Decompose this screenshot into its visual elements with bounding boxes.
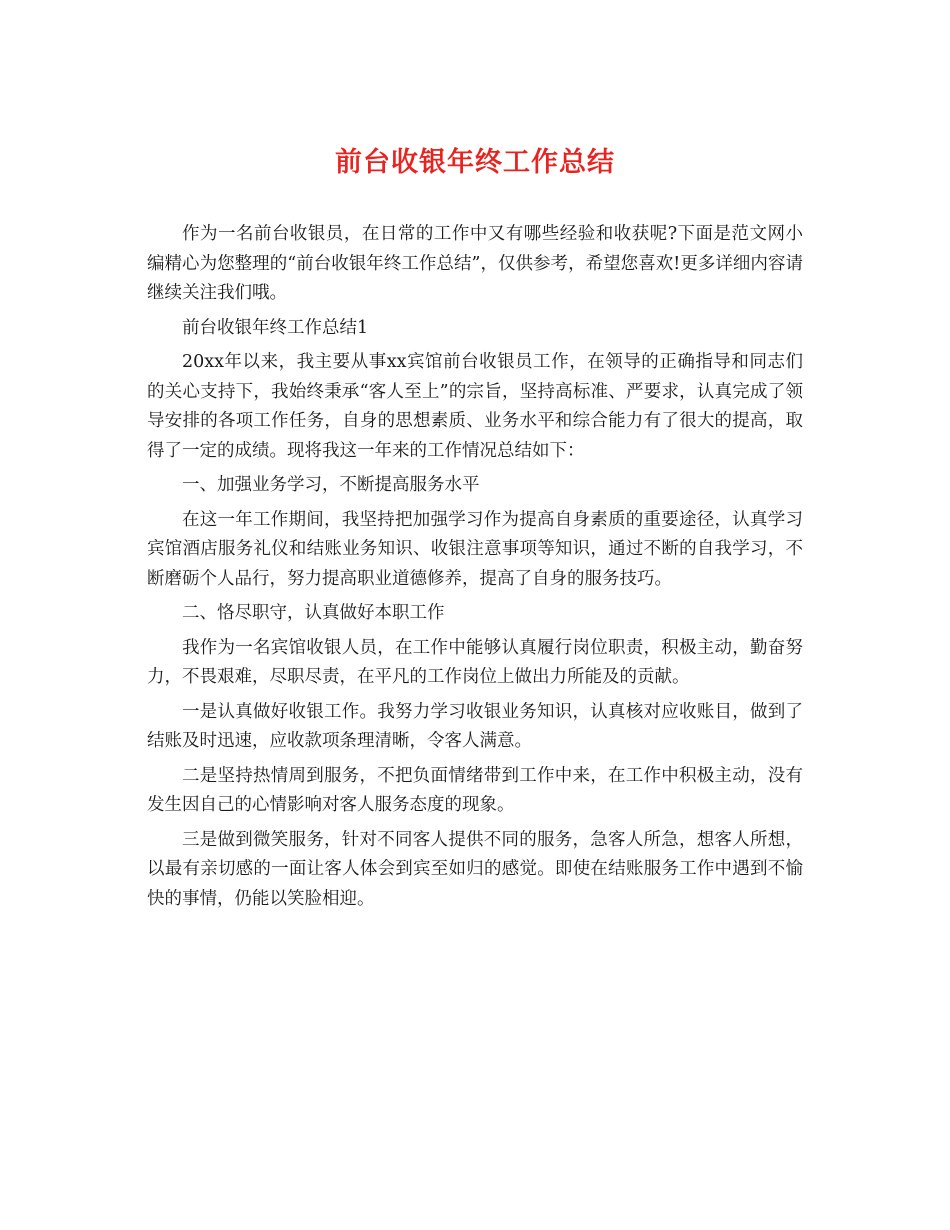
body-paragraph: 三是做到微笑服务，针对不同客人提供不同的服务，急客人所急，想客人所想，以最有亲切感的一面让客人体会到宾至如归的感觉。即使在结账服务工作中遇到不愉快的事情，仍能以笑脸相迎。 (147, 829, 803, 909)
document-body (147, 220, 803, 919)
section-heading-2: 二、恪尽职守，认真做好本职工作 (182, 603, 445, 623)
body-paragraph: 20xx年以来，我主要从事xx宾馆前台收银员工作，在领导的正确指导和同志们的关心支持下，我始终秉承“客人至上”的宗旨，坚持高标准、严要求，认真完成了领导安排的各项工作任务，自身的思想素质、业务水平和综合能力有了很大的提高，取得了一定的成绩。现将我这一年来的工作情况总结如下： (147, 352, 803, 461)
body-paragraph: 我作为一名宾馆收银人员，在工作中能够认真履行岗位职责，积极主动，勤奋努力，不畏艰难，尽职尽责，在平凡的工作岗位上做出力所能及的贡献。 (147, 637, 803, 687)
document-title: 前台收银年终工作总结 (335, 147, 615, 178)
body-paragraph: 在这一年工作期间，我坚持把加强学习作为提高自身素质的重要途径，认真学习宾馆酒店服务礼仪和结账业务知识、收银注意事项等知识，通过不断的自我学习，不断磨砺个人品行，努力提高职业道德修养，提高了自身的服务技巧。 (147, 509, 803, 589)
body-paragraph: 二是坚持热情周到服务，不把负面情绪带到工作中来，在工作中积极主动，没有发生因自己的心情影响对客人服务态度的现象。 (147, 765, 803, 815)
section-heading-1: 一、加强业务学习，不断提高服务水平 (182, 475, 480, 495)
intro-paragraph: 作为一名前台收银员，在日常的工作中又有哪些经验和收获呢?下面是范文网小编精心为您整理的“前台收银年终工作总结”，仅供参考，希望您喜欢!更多详细内容请继续关注我们哦。 (147, 224, 803, 303)
body-paragraph: 一是认真做好收银工作。我努力学习收银业务知识，认真核对应收账目，做到了结账及时迅速，应收款项条理清晰，令客人满意。 (147, 701, 803, 751)
section-heading-summary-1: 前台收银年终工作总结1 (182, 317, 369, 338)
